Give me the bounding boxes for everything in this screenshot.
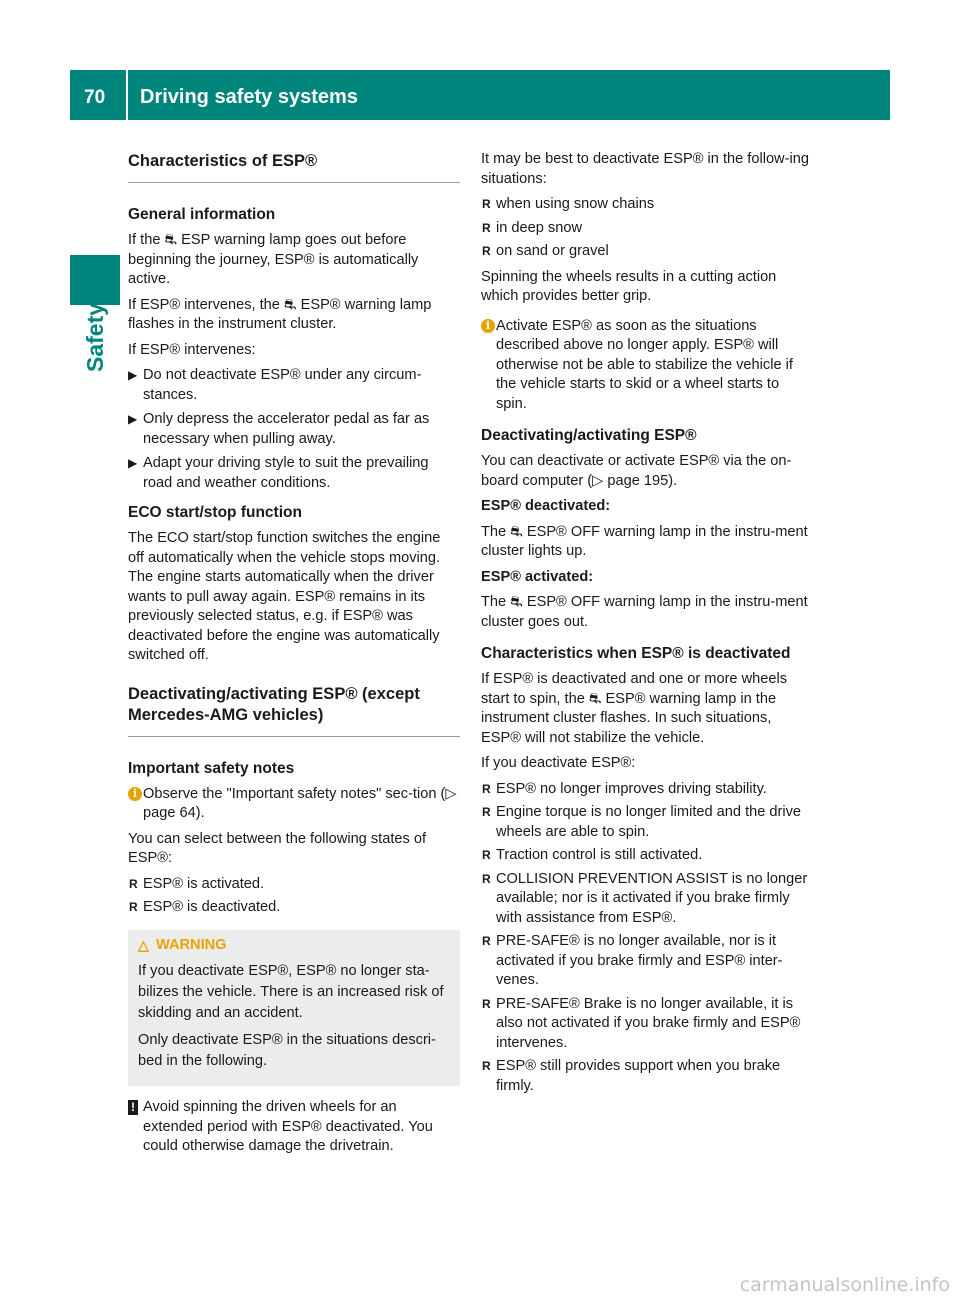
list-item: R COLLISION PREVENTION ASSIST is no longer available; nor is it activated if you brake firmly with assistance from ESP®. [482,870,808,926]
paragraph: You can deactivate or activate ESP® via the on-board computer (▷ page 195). [481,453,792,489]
section-title-characteristics: Characteristics of ESP® [128,150,460,183]
heading-deactivating-activating: Deactivating/activating ESP® [481,427,697,444]
heading-eco-start-stop: ECO start/stop function [128,504,302,521]
page-header [70,70,890,120]
left-column [128,150,460,1163]
paragraph: The ⛐ ESP® OFF warning lamp in the instru-ment cluster goes out. [481,594,808,630]
list-item: R ESP® no longer improves driving stability. [481,780,813,800]
header-divider [126,70,128,120]
section-title-deactivating: Deactivating/activating ESP® (except Mercedes-AMG vehicles) [128,684,460,737]
bullet-icon: R [482,1059,491,1073]
paragraph: It may be best to deactivate ESP® in the follow-ing situations: [481,151,809,187]
bullet-icon: R [482,871,491,886]
paragraph: Spinning the wheels results in a cutting action which provides better grip. [481,268,777,304]
bullet-icon: R [129,876,138,891]
list-item: R ESP® still provides support when you brake firmly. [482,1058,781,1094]
paragraph: If ESP® is deactivated and one or more wheels start to spin, the ⛐ ESP® warning lamp in the instrument cluster flashes. In such situations, ESP® will not stabilize the vehicle. [481,671,788,746]
page-number: 70 [84,87,106,108]
paragraph: If the ⛐ ESP warning lamp goes out before beginning the journey, ESP® is automatically active. [128,232,419,287]
watermark: carmanualsonline.info [739,1274,950,1296]
warning-triangle-icon: △ [138,936,149,953]
list-item: R in deep snow [481,219,813,239]
bullet-icon: R [482,848,491,862]
bullet-list [128,875,460,918]
label-esp-activated: ESP® activated: [481,568,594,585]
paragraph: The ECO start/stop function switches the engine off automatically when the vehicle stops moving. The engine starts automatically when the driver wants to pull away again. ESP® remains in its previously selected status, e.g. if ESP® was deactivated before the engine was automatically switched off. [128,530,441,663]
bullet-list [481,780,813,1097]
bullet-icon: R [482,244,491,258]
warning-box [128,930,460,1087]
list-item: R PRE-SAFE® Brake is no longer available, it is also not activated if you brake firmly and ESP® intervenes. [482,995,801,1051]
bullet-icon: R [482,996,491,1011]
step-arrow-icon: ▶ [128,456,138,470]
bullet-icon: R [482,781,491,796]
exclamation-icon: ! [128,1100,138,1115]
chapter-title: Driving safety systems [140,86,358,108]
label-esp-deactivated: ESP® deactivated: [481,498,611,514]
bullet-list [481,195,813,262]
bullet-icon: R [482,934,491,948]
step-arrow-icon: ▶ [128,412,138,426]
list-item: R ESP® is activated. [128,875,460,895]
list-item: R PRE-SAFE® is no longer available, nor is it activated if you brake firmly and ESP® inter-venes. [482,933,783,988]
info-icon: i [128,787,142,801]
paragraph: You can select between the following states of ESP®: [128,830,427,866]
info-note: i Observe the "Important safety notes" sec-tion (▷ page 64). [128,785,460,824]
bullet-icon: R [129,900,138,914]
side-label: Safety [82,302,108,372]
list-item: R on sand or gravel [481,242,813,262]
instruction-step: ▶ Adapt your driving style to suit the prevailing road and weather conditions. [128,455,429,491]
paragraph: Only deactivate ESP® in the situations descri-bed in the following. [138,1032,436,1069]
paragraph: The ⛐ ESP® OFF warning lamp in the instru-ment cluster lights up. [481,523,808,559]
step-arrow-icon: ▶ [128,368,138,382]
paragraph: If ESP® intervenes: [128,341,256,358]
bullet-icon: R [482,805,491,819]
side-tab [70,255,120,305]
bullet-icon: R [482,197,491,211]
heading-general-information: General information [128,206,276,223]
info-icon: i [481,319,495,333]
heading-characteristics-deactivated: Characteristics when ESP® is deactivated [481,645,791,662]
caution-note: ! Avoid spinning the driven wheels for an extended period with ESP® deactivated. You could otherwise damage the drivetrain. [128,1098,460,1157]
paragraph: If you deactivate ESP®, ESP® no longer sta-bilizes the vehicle. There is an increased risk of skidding and an accident. [138,963,444,1021]
warning-heading: △ WARNING [138,936,450,956]
list-item: R ESP® is deactivated. [128,898,460,918]
instruction-step: ▶ Only depress the accelerator pedal as far as necessary when pulling away. [128,411,430,447]
paragraph: If you deactivate ESP®: [481,755,636,771]
list-item: R Engine torque is no longer limited and the drive wheels are able to spin. [482,804,802,840]
info-note: i Activate ESP® as soon as the situations described above no longer apply. ESP® will otherwise not be able to stabilize the vehicle if the vehicle starts to skid or a wheel starts to spin. [481,317,813,415]
paragraph: If ESP® intervenes, the ⛐ ESP® warning lamp flashes in the instrument cluster. [128,296,432,332]
bullet-icon: R [482,220,491,235]
instruction-step: ▶ Do not deactivate ESP® under any circum-stances. [128,367,422,403]
list-item: R when using snow chains [481,195,813,215]
list-item: R Traction control is still activated. [481,846,813,866]
heading-important-safety-notes: Important safety notes [128,759,295,777]
right-column [481,150,813,1102]
